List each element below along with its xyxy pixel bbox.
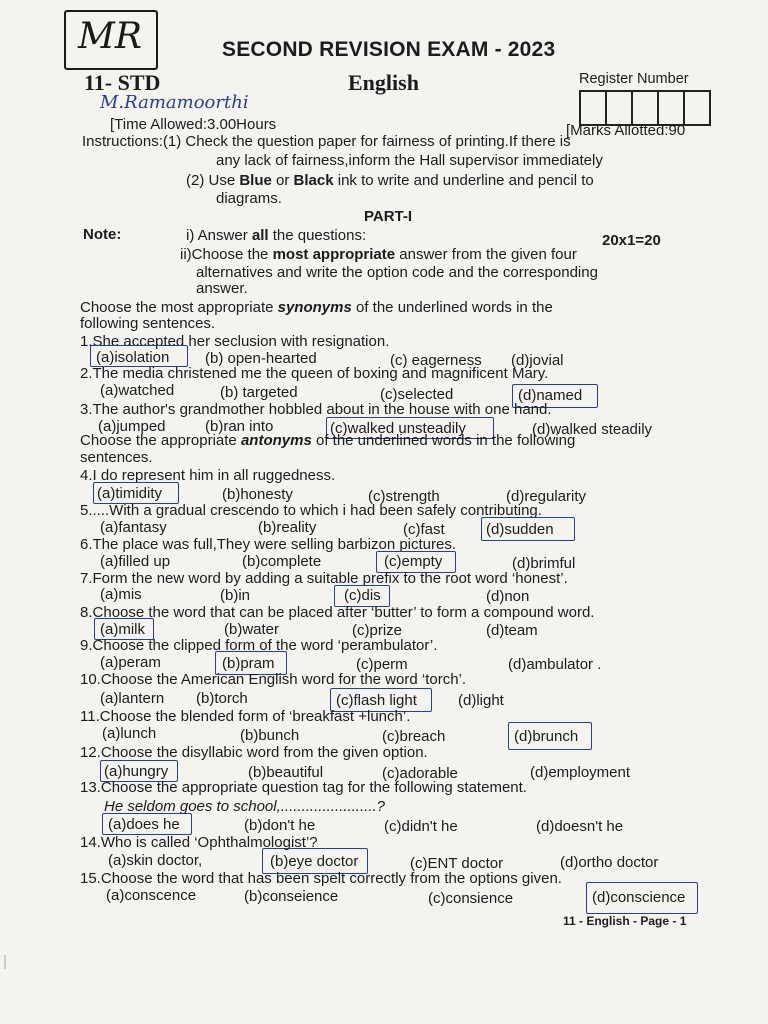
question-7: 7.Form the new word by adding a suitable prefix to the root word ‘honest’.: [80, 570, 568, 587]
option: (b)in: [220, 587, 251, 604]
note-label: Note:: [83, 226, 122, 243]
antonyms-intro: Choose the appropriate antonyms of the underlined words in the following: [80, 432, 576, 449]
option: (c)perm: [356, 656, 408, 673]
marks-allotted: [Marks Allotted:90: [566, 122, 686, 139]
question-14: 14.Who is called ‘Ophthalmologist’?: [80, 834, 318, 851]
register-box: [605, 90, 633, 126]
option: (c)adorable: [382, 765, 458, 782]
register-box: [631, 90, 659, 126]
logo-stamp: [64, 10, 158, 70]
option: (c)flash light: [336, 692, 417, 709]
option: (b)don't he: [244, 817, 316, 834]
option: (c)selected: [380, 386, 454, 403]
option: (b)conseience: [244, 888, 339, 905]
question-13-statement: He seldom goes to school,.......................?: [104, 798, 385, 815]
question-9: 9.Choose the clipped form of the word ‘perambulator’.: [80, 637, 438, 654]
option: (a)peram: [100, 654, 161, 671]
synonyms-intro-line-2: following sentences.: [80, 315, 216, 332]
question-12: 12.Choose the disyllabic word from the given option.: [80, 744, 428, 761]
option: (a)skin doctor,: [108, 852, 203, 869]
option: (a)fantasy: [100, 519, 167, 536]
option: (a)watched: [100, 382, 175, 399]
option: (a)does he: [108, 816, 180, 833]
option: (d)brimful: [512, 555, 576, 572]
option: (d)named: [518, 387, 583, 404]
exam-title: SECOND REVISION EXAM - 2023: [222, 38, 556, 61]
option: (c)dis: [344, 587, 381, 604]
option: (d)jovial: [511, 352, 564, 369]
option: (a)mis: [100, 586, 142, 603]
option: (b)pram: [222, 655, 275, 672]
answer-mark: [508, 722, 592, 750]
part-heading: PART-I: [364, 208, 413, 225]
option: (a)filled up: [100, 553, 171, 570]
option: (d)ortho doctor: [560, 854, 659, 871]
option: (c)ENT doctor: [410, 855, 504, 872]
option: (a)conscence: [106, 887, 197, 904]
question-13: 13.Choose the appropriate question tag for the following statement.: [80, 779, 527, 796]
option: (b)torch: [196, 690, 248, 707]
option: (c)fast: [403, 521, 445, 538]
instruction-line-3: (2) Use Blue or Black ink to write and underline and pencil to: [186, 172, 594, 189]
note-2-line-3: answer.: [196, 280, 248, 297]
handwritten-name: M.Ramamoorthi: [100, 92, 249, 113]
option: (d)employment: [530, 764, 631, 781]
question-8: 8.Choose the word that can be placed after ‘butter’ to form a compound word.: [80, 604, 595, 621]
option: (b)reality: [258, 519, 317, 536]
option: (a)lunch: [102, 725, 157, 742]
option: (d)light: [458, 692, 504, 709]
option: (b)ran into: [205, 418, 274, 435]
note-2: ii)Choose the most appropriate answer from the given four: [180, 246, 577, 263]
option: (c)breach: [382, 728, 446, 745]
note-1: i) Answer all the questions:: [186, 227, 367, 244]
register-box: [657, 90, 685, 126]
option: (d)regularity: [506, 488, 587, 505]
option: (c)consience: [428, 890, 514, 907]
page-footer: 11 - English - Page - 1: [563, 914, 687, 928]
option: (d)sudden: [486, 521, 554, 538]
antonyms-intro-line-2: sentences.: [80, 449, 153, 466]
option: (b)beautiful: [248, 764, 324, 781]
option: (c) eagerness: [390, 352, 482, 369]
option: (c)prize: [352, 622, 403, 639]
option: (a)timidity: [97, 485, 163, 502]
question-15: 15.Choose the word that has been spelt correctly from the options given.: [80, 870, 562, 887]
answer-mark: [586, 882, 698, 914]
question-2: 2.The media christened me the queen of boxing and magnificent Mary.: [80, 365, 549, 382]
option: (a)jumped: [98, 418, 166, 435]
option: (d)doesn't he: [536, 818, 624, 835]
register-number-label: Register Number: [579, 71, 689, 87]
subject-label: English: [348, 70, 419, 95]
option: (b)bunch: [240, 727, 300, 744]
option: (d)conscience: [592, 889, 686, 906]
option: (a)isolation: [96, 349, 170, 366]
logo-text: MR: [78, 16, 142, 57]
part-marks: 20x1=20: [602, 232, 661, 249]
scan-artifact: [4, 955, 6, 969]
register-box: [579, 90, 607, 126]
question-5: 5.....With a gradual crescendo to which i had been safely contributing.: [80, 502, 542, 519]
option: (d)non: [486, 588, 530, 605]
option: (c)empty: [384, 553, 443, 570]
option: (c)walked unsteadily: [330, 420, 466, 437]
std-label: 11- STD: [84, 70, 161, 95]
instruction-line-2: any lack of fairness,inform the Hall supervisor immediately: [216, 152, 603, 169]
option: (b)water: [224, 621, 280, 638]
option: (c)strength: [368, 488, 440, 505]
option: (b)complete: [242, 553, 322, 570]
option: (c)didn't he: [384, 818, 458, 835]
question-1: 1.She accepted her seclusion with resignation.: [80, 333, 390, 350]
option: (a)lantern: [100, 690, 165, 707]
time-allowed: [Time Allowed:3.00Hours: [110, 116, 277, 133]
option: (b)honesty: [222, 486, 293, 503]
option: (b) open-hearted: [205, 350, 317, 367]
option: (a)milk: [100, 621, 145, 638]
register-box: [683, 90, 711, 126]
question-6: 6.The place was full,They were selling barbizon pictures.: [80, 536, 457, 553]
instruction-line-1: Instructions:(1) Check the question paper for fairness of printing.If there is: [82, 133, 571, 150]
question-10: 10.Choose the American English word for the word ‘torch’.: [80, 671, 467, 688]
synonyms-intro: Choose the most appropriate synonyms of the underlined words in the: [80, 299, 553, 316]
instruction-line-4: diagrams.: [216, 190, 282, 207]
option: (d)ambulator .: [508, 656, 602, 673]
option: (d)brunch: [514, 728, 579, 745]
question-11: 11.Choose the blended form of ‘breakfast +lunch’.: [80, 708, 411, 725]
answer-mark: [93, 482, 179, 504]
question-4: 4.I do represent him in all ruggedness.: [80, 467, 336, 484]
option: (d)team: [486, 622, 538, 639]
option: (b)eye doctor: [270, 853, 359, 870]
option: (d)walked steadily: [532, 421, 653, 438]
answer-mark: [90, 345, 188, 367]
answer-mark: [102, 813, 192, 835]
question-3: 3.The author's grandmother hobbled about in the house with one hand.: [80, 401, 552, 418]
option: (a)hungry: [104, 763, 169, 780]
answer-mark: [481, 517, 575, 541]
note-2-line-2: alternatives and write the option code and the corresponding: [196, 264, 598, 281]
option: (b) targeted: [220, 384, 298, 401]
